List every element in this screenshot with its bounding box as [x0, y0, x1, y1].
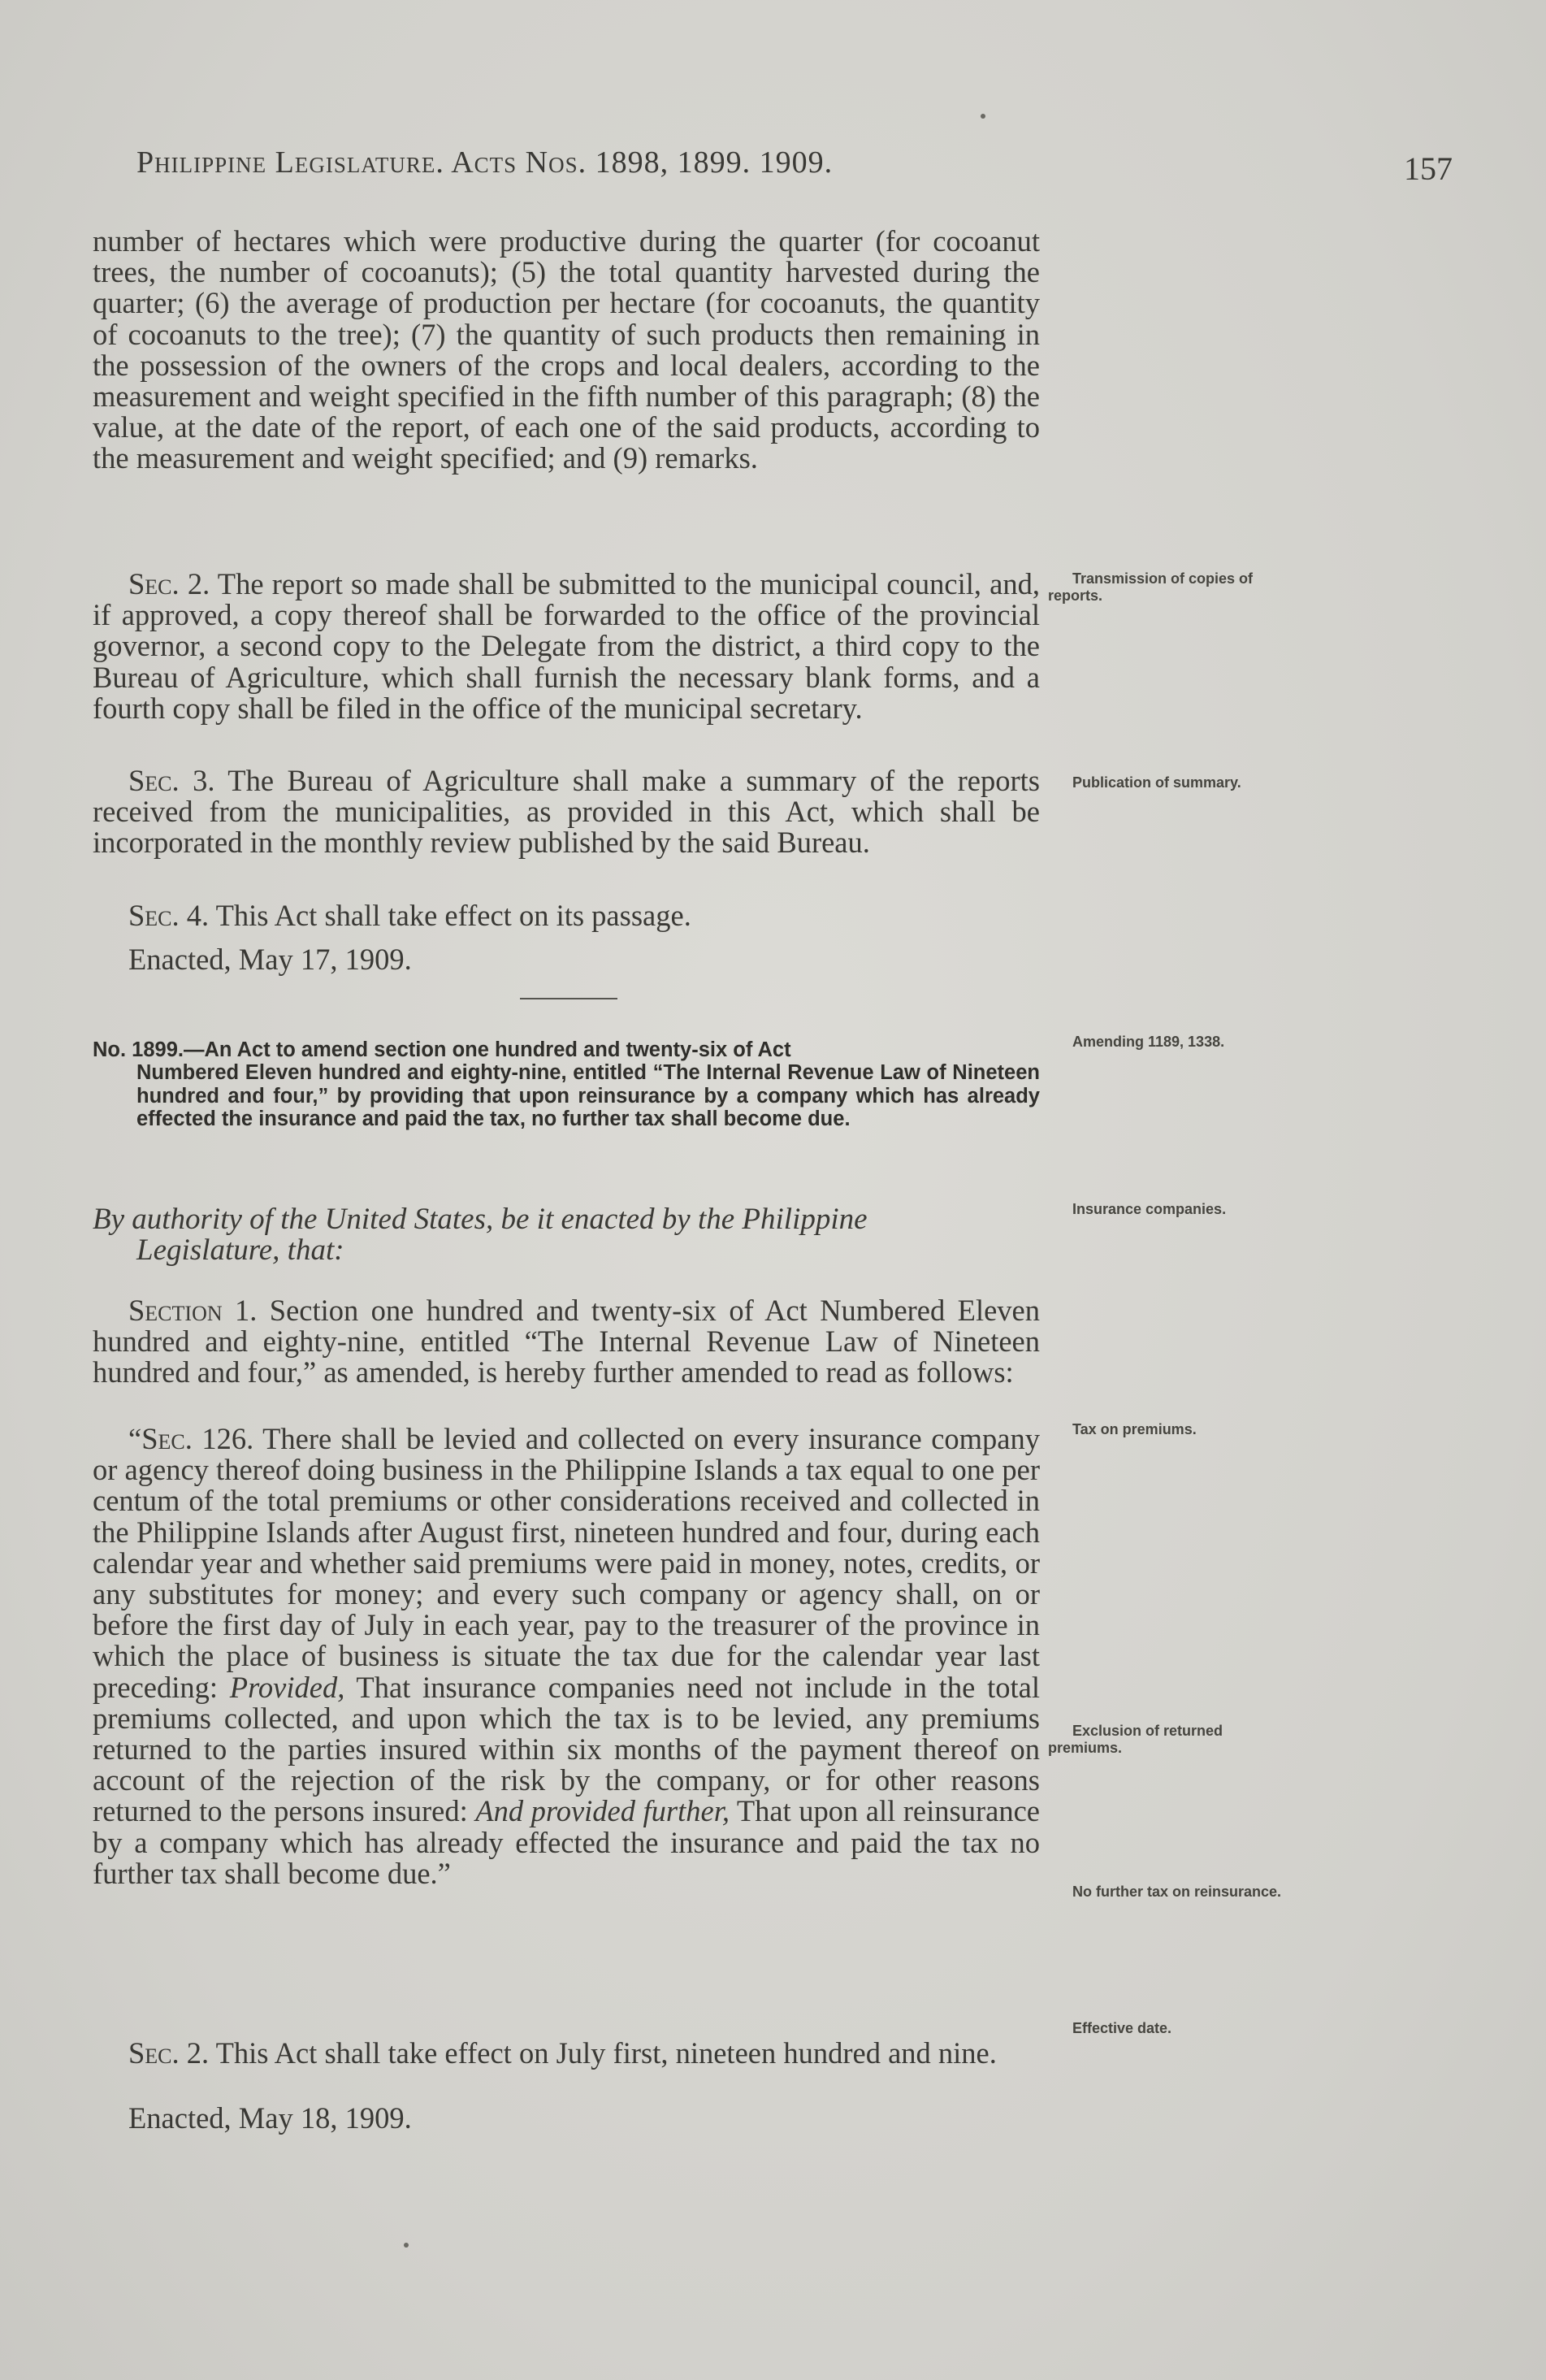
enacting-continuation: Legislature, that:: [136, 1233, 344, 1267]
separator-rule: [520, 998, 617, 999]
act-1898-section-2: [93, 569, 1040, 724]
page-header: [136, 145, 1453, 193]
open-quote: “: [128, 1422, 142, 1455]
act-1899-section-1: [93, 1295, 1040, 1389]
margin-note: Amending 1189, 1338.: [1072, 1034, 1225, 1050]
act-1898-section-3: [93, 765, 1040, 859]
paper-speck: [981, 114, 985, 119]
act-1899-title: [93, 1038, 1040, 1131]
margin-note: Transmission of copies of reports.: [1048, 570, 1254, 604]
section-label: Sec. 2.: [128, 2036, 210, 2070]
enacting-first-line: By authority of the United States, be it enacted by the Philippine: [93, 1203, 868, 1236]
section-text: The report so made shall be submitted to the municipal council, and, if approved, a copy thereof shall be forwarded to the office of the provincial governor, a second copy to the Delegate from the district, a third copy to the Bureau of Agriculture, which shall furnish the necessary blank forms, and a fourth copy shall be filed in the office of the municipal secretary.: [93, 567, 1041, 725]
act-1899-enacted: [93, 2103, 1040, 2134]
section-text: This Act shall take effect on its passage.: [209, 899, 691, 932]
provided-clause: Provided,: [229, 1670, 345, 1704]
page-number: 157: [1404, 150, 1453, 187]
margin-note: Exclusion of returned premiums.: [1048, 1723, 1223, 1756]
section-label: Sec. 4.: [128, 899, 210, 932]
margin-note: Insurance companies.: [1072, 1201, 1227, 1217]
section-text: Section one hundred and twenty-six of Act Numbered Eleven hundred and eighty-nine, entitled “The Internal Revenue Law of Nineteen hundred and four,” as amended, is hereby further amended to read as follows:: [93, 1294, 1040, 1389]
provided-further-clause: And provided further,: [475, 1794, 730, 1828]
act-1898-enacted: [93, 944, 1040, 975]
enacting-clause: [93, 1204, 1040, 1266]
margin-note: Tax on premiums.: [1072, 1421, 1197, 1437]
section-text-part-a: There shall be levied and collected on every insurance company or agency thereof doing business in the Philippine Islands a tax equal to one per centum of the total premiums or other considerations received and collected in the Philippine Islands after August first, nineteen hundred and four, during each calendar year and whether said premiums were paid in money, notes, credits, or any substitutes for money; and every such company or agency shall, on or before the first day of July in each year, pay to the treasurer of the province in which the place of business is situate the tax due for the calendar year last preceding:: [93, 1422, 1040, 1704]
act-1899-section-2: [93, 2038, 1040, 2069]
running-head: Philippine Legislature. Acts Nos. 1898, 1899. 1909.: [136, 145, 834, 180]
section-label: Sec. 3.: [128, 764, 215, 797]
section-label: Section 1.: [128, 1294, 258, 1327]
margin-note: Publication of summary.: [1072, 774, 1241, 791]
section-text-part-b: That insurance companies need not include in the total premiums collected, and upon which the tax is to be levied, any premiums returned to the parties insured within six months of the payment thereof on account of the rejection of the risk by the company, or for other reasons returned to the persons insured:: [93, 1670, 1040, 1828]
margin-note: No further tax on reinsurance.: [1072, 1884, 1282, 1900]
section-text: The Bureau of Agriculture shall make a summary of the reports received from the municipalities, as provided in this Act, which shall be incorporated in the monthly review published by the said Bureau.: [93, 764, 1040, 860]
continuation-paragraph: number of hectares which were productive during the quarter (for cocoanut trees, the number of cocoanuts); (5) the total quantity harvested during the quarter; (6) the average of production per hectare (for cocoanuts, the quantity of cocoanuts to the tree); (7) the quantity of such products then remaining in the possession of the owners of the crops and local dealers, according to the measurement and weight specified in the fifth number of this paragraph; (8) the value, at the date of the report, of each one of the said products, according to the measurement and weight specified; and (9) remarks.: [93, 224, 1040, 475]
act-title-first-line: No. 1899.—An Act to amend section one hundred and twenty-six of Act: [93, 1038, 791, 1061]
section-label: Sec. 126.: [141, 1422, 254, 1455]
act-1898-continuation: [93, 226, 1040, 475]
section-text-part-c: That upon all reinsurance by a company which has already effected the insurance and paid the tax no further tax shall become due.”: [93, 1794, 1040, 1890]
act-1898-section-4: [93, 900, 1040, 931]
enacted-date: Enacted, May 18, 1909.: [128, 2101, 412, 2135]
act-title-continuation: Numbered Eleven hundred and eighty-nine, entitled “The Internal Revenue Law of Nineteen hundred and four,” by providing that upon reinsurance by a company which has already effected the insurance and paid the tax, no further tax shall become due.: [136, 1061, 1040, 1131]
section-text: This Act shall take effect on July first, nineteen hundred and nine.: [209, 2036, 997, 2070]
amended-section-126: [93, 1424, 1040, 1889]
paper-speck: [404, 2243, 409, 2248]
margin-note: Effective date.: [1072, 2020, 1172, 2036]
enacted-date: Enacted, May 17, 1909.: [128, 943, 412, 976]
section-label: Sec. 2.: [128, 567, 210, 600]
